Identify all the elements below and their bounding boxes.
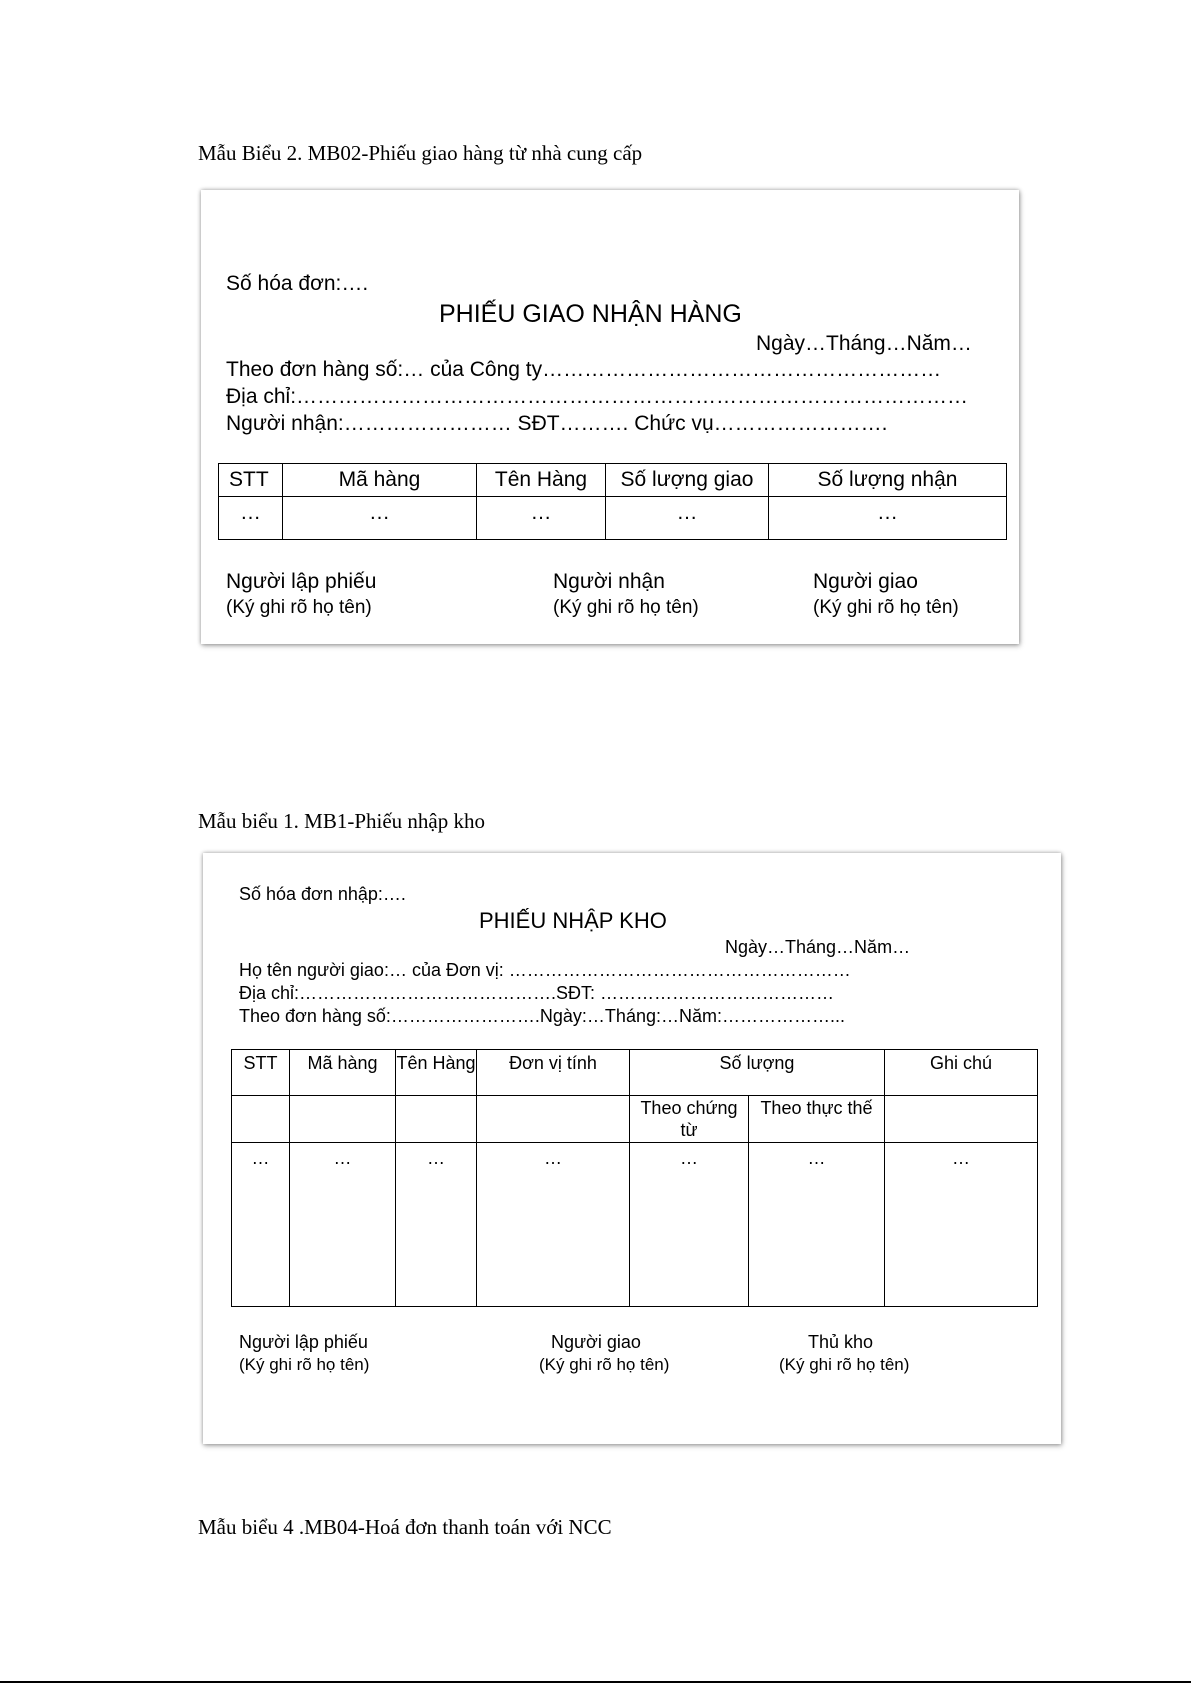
signature-deliverer: Người giao bbox=[551, 1332, 641, 1352]
header-ten-hang: Tên Hàng bbox=[396, 1050, 477, 1096]
cell-stt: … bbox=[232, 1143, 290, 1307]
subheader-empty bbox=[396, 1096, 477, 1143]
header-ma-hang: Mã hàng bbox=[290, 1050, 396, 1096]
cell-theo-chung-tu: … bbox=[630, 1143, 749, 1307]
signature-deliverer-note: (Ký ghi rõ họ tên) bbox=[813, 597, 959, 618]
caption-mb04: Mẫu biểu 4 .MB04-Hoá đơn thanh toán với NCC bbox=[198, 1515, 612, 1539]
signature-creator-note: (Ký ghi rõ họ tên) bbox=[239, 1355, 370, 1374]
receiver-line: Người nhận:…………………… SĐT………. Chức vụ……………………. bbox=[226, 412, 888, 435]
cell-ma-hang: … bbox=[283, 497, 477, 540]
header-don-vi-tinh: Đơn vị tính bbox=[477, 1050, 630, 1096]
date-line: Ngày…Tháng…Năm… bbox=[756, 332, 972, 355]
cell-ma-hang: … bbox=[290, 1143, 396, 1307]
cell-so-luong-giao: … bbox=[606, 497, 769, 540]
receipt-invoice-number: Số hóa đơn nhập:…. bbox=[239, 884, 406, 904]
signature-deliverer: Người giao bbox=[813, 570, 918, 593]
signature-creator: Người lập phiếu bbox=[226, 570, 377, 593]
header-so-luong-giao: Số lượng giao bbox=[606, 464, 769, 497]
order-line: Theo đơn hàng số:… của Công ty………………………………………………… bbox=[226, 358, 942, 381]
signature-storekeeper-note: (Ký ghi rõ họ tên) bbox=[779, 1355, 910, 1374]
cell-don-vi-tinh: … bbox=[477, 1143, 630, 1307]
delivery-table bbox=[218, 463, 1007, 540]
header-ten-hang: Tên Hàng bbox=[477, 464, 606, 497]
header-ma-hang: Mã hàng bbox=[283, 464, 477, 497]
table-row bbox=[232, 1143, 1038, 1307]
header-so-luong-nhan: Số lượng nhận bbox=[769, 464, 1007, 497]
signature-creator-note: (Ký ghi rõ họ tên) bbox=[226, 597, 372, 618]
subheader-empty bbox=[477, 1096, 630, 1143]
header-stt: STT bbox=[232, 1050, 290, 1096]
subheader-empty bbox=[232, 1096, 290, 1143]
receipt-date-line: Ngày…Tháng…Năm… bbox=[725, 937, 911, 957]
header-so-luong: Số lượng bbox=[630, 1050, 885, 1096]
page-bottom-rule bbox=[0, 1681, 1191, 1683]
receipt-order-line: Theo đơn hàng số:…………………….Ngày:…Tháng:…Năm:………………... bbox=[239, 1006, 845, 1026]
caption-mb1: Mẫu biểu 1. MB1-Phiếu nhập kho bbox=[198, 809, 485, 833]
receipt-address-line: Địa chỉ:…………………………………….SĐT: ………………………………… bbox=[239, 983, 835, 1003]
signature-receiver: Người nhận bbox=[553, 570, 665, 593]
subheader-theo-thuc-the: Theo thực thế bbox=[749, 1096, 885, 1143]
table-header-row bbox=[232, 1050, 1038, 1096]
table-row bbox=[219, 497, 1007, 540]
subheader-empty bbox=[885, 1096, 1038, 1143]
receipt-title: PHIẾU NHẬP KHO bbox=[479, 908, 667, 933]
warehouse-receipt-form bbox=[203, 853, 1061, 1444]
receipt-table bbox=[231, 1049, 1038, 1307]
table-header-row bbox=[219, 464, 1007, 497]
cell-ten-hang: … bbox=[396, 1143, 477, 1307]
signature-deliverer-note: (Ký ghi rõ họ tên) bbox=[539, 1355, 670, 1374]
cell-stt: … bbox=[219, 497, 283, 540]
cell-ghi-chu: … bbox=[885, 1143, 1038, 1307]
header-stt: STT bbox=[219, 464, 283, 497]
cell-ten-hang: … bbox=[477, 497, 606, 540]
header-ghi-chu: Ghi chú bbox=[885, 1050, 1038, 1096]
signature-receiver-note: (Ký ghi rõ họ tên) bbox=[553, 597, 699, 618]
address-line: Địa chỉ:…………………………………………………………………………………… bbox=[226, 385, 969, 408]
subheader-empty bbox=[290, 1096, 396, 1143]
cell-theo-thuc-the: … bbox=[749, 1143, 885, 1307]
signature-storekeeper: Thủ kho bbox=[808, 1332, 874, 1352]
table-subheader-row bbox=[232, 1096, 1038, 1143]
delivery-form bbox=[201, 190, 1019, 644]
subheader-theo-chung-tu: Theo chứng từ bbox=[630, 1096, 749, 1143]
caption-mb02: Mẫu Biểu 2. MB02-Phiếu giao hàng từ nhà cung cấp bbox=[198, 141, 643, 165]
deliverer-line: Họ tên người giao:… của Đơn vị: ………………………………………………… bbox=[239, 960, 851, 980]
signature-creator: Người lập phiếu bbox=[239, 1332, 368, 1352]
form-title: PHIẾU GIAO NHẬN HÀNG bbox=[439, 300, 742, 328]
cell-so-luong-nhan: … bbox=[769, 497, 1007, 540]
invoice-number: Số hóa đơn:…. bbox=[226, 272, 369, 295]
